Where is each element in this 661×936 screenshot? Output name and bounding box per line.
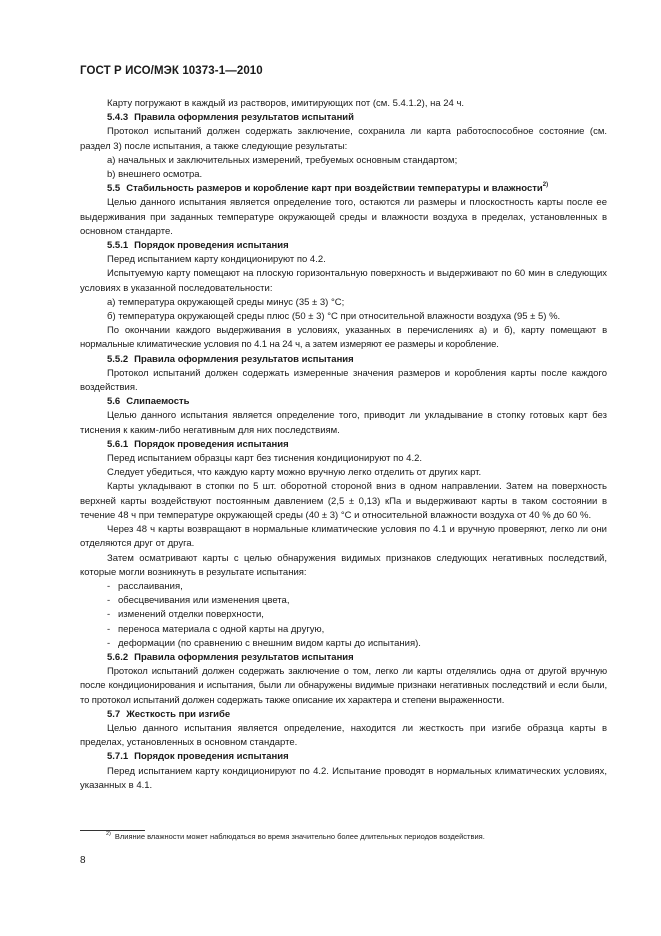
section-number: 5.6.2 xyxy=(107,651,129,663)
section-heading xyxy=(80,395,607,409)
list-item xyxy=(80,594,607,608)
section-title: Правила оформления результатов испытаний xyxy=(134,112,354,124)
section-title: Порядок проведения испытания xyxy=(134,438,289,450)
paragraph: Целью данного испытания является определение того, остаются ли размеры и плоскостность карты после ее выдерживания при заданных температуре окружающей среды и влажности воздуха в пределах, установленных в основном стандарте. xyxy=(80,197,607,237)
list-dash: - xyxy=(107,595,111,607)
footnote-ref: 2) xyxy=(542,182,549,189)
section-heading xyxy=(80,239,607,253)
list-item: а) начальных и заключительных измерений, требуемых основным стандартом; xyxy=(107,154,458,166)
section-number: 5.7 xyxy=(107,708,121,720)
paragraph: Протокол испытаний должен содержать измеренные значения размеров и коробления карты после каждого воздействия. xyxy=(80,367,607,394)
list-item-text: обесцвечивания или изменения цвета, xyxy=(118,595,290,607)
paragraph: Протокол испытаний должен содержать заключение, сохранила ли карта работоспособное состояние (см. раздел 3) после испытания, а также следующие результаты: xyxy=(80,126,607,152)
list-dash: - xyxy=(107,609,111,621)
page-number: 8 xyxy=(80,855,86,866)
section-heading xyxy=(80,651,607,665)
paragraph: Карты укладывают в стопки по 5 шт. оборотной стороной вниз в одном направлении. Затем на поверхность верхней карты воздействуют постоянным давлением (2,5 ± 0,13) кПа и выдерживают карты в таком состоянии в течение 48 ч при температуре окружающей среды (40 ± 3) °С и относительной влажности воздуха от 40 % до 60 %. xyxy=(80,481,607,521)
section-number: 5.6.1 xyxy=(107,438,129,450)
footnote-mark: 2) xyxy=(106,831,111,837)
footnote-text: Влияние влажности может наблюдаться во время значительно более длительных периодов воздействия. xyxy=(114,832,485,841)
paragraph: Перед испытанием карту кондиционируют по 4.2. xyxy=(107,254,326,266)
section-heading xyxy=(80,708,607,722)
paragraph: Протокол испытаний должен содержать заключение о том, легко ли карты отделялись одна от другой вручную после кондиционирования и испытания, были ли обнаружены видимые признаки негативных последствий и если были, то протокол испытаний должен содержать также описание их характера и степени выраженности. xyxy=(80,666,607,706)
section-heading xyxy=(80,750,607,764)
paragraph: Через 48 ч карты возвращают в нормальные климатические условия по 4.1 и вручную проверяют, легко ли они отделяются друг от друга. xyxy=(80,524,607,550)
paragraph: Перед испытанием образцы карт без тиснения кондиционируют по 4.2. xyxy=(107,453,423,465)
section-heading xyxy=(80,182,607,196)
list-item-text: изменений отделки поверхности, xyxy=(118,609,264,621)
section-number: 5.5.1 xyxy=(107,240,129,252)
paragraph: Карту погружают в каждый из растворов, имитирующих пот (см. 5.4.1.2), на 24 ч. xyxy=(107,98,465,109)
list-item xyxy=(80,580,607,594)
section-title: Стабильность размеров и коробление карт при воздействии температуры и влажности xyxy=(126,183,543,195)
document-header: ГОСТ Р ИСО/МЭК 10373-1—2010 xyxy=(80,65,263,77)
list-item-text: деформации (по сравнению с внешним видом карты до испытания). xyxy=(118,637,421,649)
section-number: 5.4.3 xyxy=(107,112,129,124)
list-item xyxy=(80,608,607,622)
list-item: b) внешнего осмотра. xyxy=(107,169,203,181)
section-number: 5.7.1 xyxy=(107,751,129,763)
list-item: б) температура окружающей среды плюс (50 ± 3) °С при относительной влажности воздуха (95 ± 5) %. xyxy=(107,311,561,323)
section-heading xyxy=(80,111,607,125)
paragraph: Следует убедиться, что каждую карту можно вручную легко отделить от других карт. xyxy=(107,467,482,479)
page-body xyxy=(80,97,607,793)
section-title: Правила оформления результатов испытания xyxy=(134,353,354,365)
footnote-divider xyxy=(80,830,145,831)
list-dash: - xyxy=(107,623,111,635)
paragraph: Испытуемую карту помещают на плоскую горизонтальную поверхность и выдерживают по 60 мин в следующих условиях в указанной последовательности: xyxy=(80,268,607,294)
list-item xyxy=(80,637,607,651)
paragraph: Затем осматривают карты с целью обнаружения видимых признаков следующих негативных последствий, которые могли возникнуть в результате испытания: xyxy=(80,552,607,578)
paragraph: По окончании каждого выдерживания в условиях, указанных в перечислениях а) и б), карту помещают в нормальные климатические условия по 4.1 на 24 ч, а затем измеряют ее размеры и коробление. xyxy=(80,325,607,351)
list-item-text: расслаивания, xyxy=(118,580,183,592)
paragraph: Целью данного испытания является определение, находится ли жесткость при изгибе образца карты в пределах, установленных в основном стандарте. xyxy=(80,722,607,749)
section-number: 5.5.2 xyxy=(107,353,129,365)
list-item: а) температура окружающей среды минус (35 ± 3) °С; xyxy=(107,296,345,308)
section-title: Жесткость при изгибе xyxy=(126,708,231,720)
section-number: 5.5 xyxy=(107,183,121,195)
section-title: Порядок проведения испытания xyxy=(134,240,289,252)
paragraph: Целью данного испытания является определение того, приводит ли укладывание в стопку готовых карт без тиснения к каким-либо негативным для них последствиям. xyxy=(80,410,607,436)
list-item-text: переноса материала с одной карты на другую, xyxy=(118,623,325,635)
list-dash: - xyxy=(107,580,111,592)
section-heading xyxy=(80,353,607,367)
list-dash: - xyxy=(107,637,111,649)
section-title: Порядок проведения испытания xyxy=(134,751,289,763)
section-number: 5.6 xyxy=(107,396,121,408)
paragraph: Перед испытанием карту кондиционируют по 4.2. Испытание проводят в нормальных климатических условиях, указанных в 4.1. xyxy=(80,765,607,791)
section-title: Правила оформления результатов испытания xyxy=(134,651,354,663)
footnote xyxy=(106,832,485,841)
list-item xyxy=(80,623,607,637)
section-title: Слипаемость xyxy=(126,396,190,408)
section-heading xyxy=(80,438,607,452)
